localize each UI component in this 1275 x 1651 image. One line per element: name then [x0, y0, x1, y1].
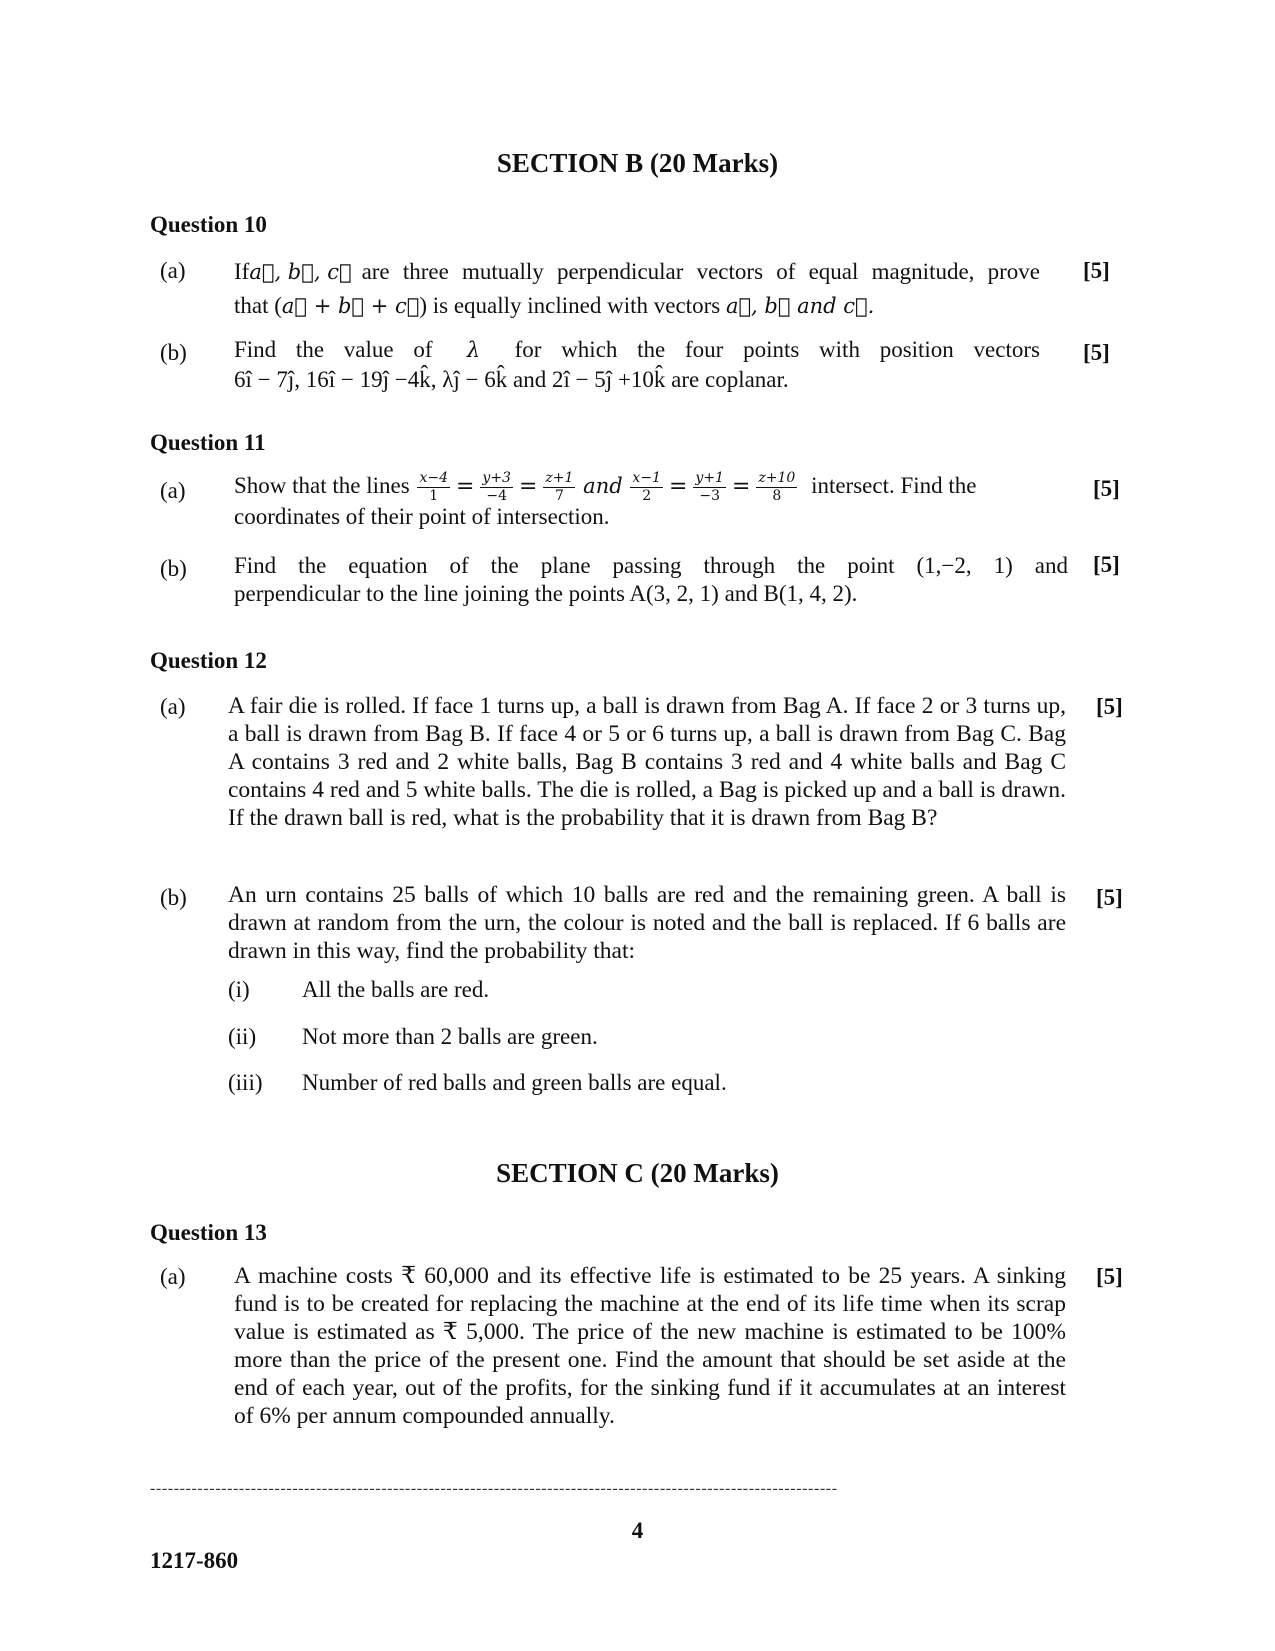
q13-a-label: (a)	[160, 1264, 186, 1289]
question-11-title: Question 11	[150, 430, 266, 455]
q10-a-line2-mid: ) is equally inclined with vectors	[419, 293, 721, 318]
q10-a-line1-rest: are three mutually perpendicular vectors of equal magnitude, prove	[361, 259, 1040, 284]
question-10-title: Question 10	[150, 212, 267, 237]
q12-b-sub-3-label: (iii)	[228, 1070, 263, 1095]
q10-b-lambda: λ	[466, 338, 481, 362]
q10-b-marks: [5]	[1083, 340, 1110, 365]
q11-a-marks: [5]	[1093, 476, 1120, 501]
q13-a-marks: [5]	[1096, 1264, 1123, 1289]
question-13-title: Question 13	[150, 1220, 267, 1245]
q10-a-if: If	[234, 259, 250, 284]
q12-b-sub-1-label: (i)	[228, 977, 250, 1002]
q11-a-tail: intersect. Find the	[811, 472, 977, 498]
q12-b-sub-3-text: Number of red balls and green balls are equal.	[302, 1070, 727, 1095]
q11-a-text: Show that the lines $\frac{x-4}{1}$ = $\frac{y+3}{-4}$ = $\frac{z+1}{7}$ and $\frac{x-1}{2}$ = $\frac{y+1}{-3}$ = $\frac{z+10}{8}$ intersect. Find the coordinates of their point of intersection.	[234, 470, 1044, 531]
q11-a-frac-2: $\frac{y+3}{-4}$	[482, 470, 511, 504]
q10-b-line1-a: Find the value of	[234, 337, 433, 362]
q10-a-vectors: a⃗, b⃗, c⃗	[249, 260, 352, 284]
q12-a-label: (a)	[160, 694, 186, 719]
q11-a-line2: coordinates of their point of intersection.	[234, 504, 610, 529]
q11-a-and: and	[583, 473, 623, 498]
q12-a-text: A fair die is rolled. If face 1 turns up, a ball is drawn from Bag A. If face 2 or 3 turns up, a ball is drawn from Bag B. If face 4 or 5 or 6 turns up, a ball is drawn from Bag C. Bag A contains 3 red and 2 white balls, Bag B contains 3 red and 4 white balls and Bag C contains 4 red and 5 white balls. The die is rolled, a Bag is picked up and a ball is drawn. If the drawn ball is red, what is the probability that it is drawn from Bag B?	[228, 693, 1066, 831]
q10-b-label: (b)	[160, 340, 187, 365]
q10-b-line2: 6î − 7ĵ, 16î − 19ĵ −4k̂, λĵ − 6k̂ and 2î − 5ĵ +10k̂ are coplanar.	[234, 367, 789, 392]
q11-a-frac-4: $\frac{x-1}{2}$	[632, 470, 661, 504]
q10-a-text	[234, 258, 1040, 320]
q10-a-label: (a)	[160, 258, 186, 283]
q11-a-frac-5: $\frac{y+1}{-3}$	[695, 470, 724, 504]
q12-a-marks: [5]	[1096, 694, 1123, 719]
q10-a-line2-start: that (	[234, 293, 282, 318]
q10-a-sum: a⃗ + b⃗ + c⃗	[281, 294, 420, 318]
q11-a-lead: Show that the lines	[234, 472, 410, 498]
page-number: 4	[631, 1518, 644, 1543]
q10-b-text	[234, 336, 1040, 394]
q11-b-marks: [5]	[1093, 552, 1120, 577]
q11-b-label: (b)	[160, 556, 187, 581]
section-b-title: SECTION B (20 Marks)	[496, 148, 779, 178]
q10-a-line2-end: a⃗, b⃗ and c⃗.	[725, 294, 875, 318]
q12-b-sub-2-label: (ii)	[228, 1024, 257, 1049]
q12-b-text: An urn contains 25 balls of which 10 balls are red and the remaining green. A ball is drawn at random from the urn, the colour is noted and the ball is replaced. If 6 balls are drawn in this way, find the probability that:	[228, 882, 1066, 964]
q10-b-line1-b: for which the four points with position vectors	[514, 337, 1040, 362]
q11-a-frac-6: $\frac{z+10}{8}$	[758, 470, 796, 504]
q13-a-text: A machine costs ₹ 60,000 and its effective life is estimated to be 25 years. A sinking fund is to be created for replacing the machine at the end of its life time when its scrap value is estimated as ₹ 5,000. The price of the new machine is estimated to be 100% more than the price of the present one. Find the amount that should be set aside at the end of each year, out of the profits, for the sinking fund if it accumulates at an interest of 6% per annum compounded annually.	[234, 1263, 1066, 1429]
exam-page: SECTION B (20 Marks) Question 10 (a) If a⃗, b⃗, c⃗ are three mutually perpendicular vectors of equal magnitude, prove that (a⃗ + b⃗ + c⃗) is equally inclined with vectors a⃗, b⃗ and c⃗. [5] (b) Find the value of λ for which the four points with position vectors 6î − 7ĵ, 16î − 19ĵ −4k̂, λĵ − 6k̂ and 2î − 5ĵ +10k̂ are coplanar. [5] Question 11 (a) Show that the lines $\frac{x-4}{1}$ = $\frac{y+3}{-4}$ = $\frac{z+1}{7}$ and $\frac{x-1}{2}$ = $\frac{y+1}{-3}$ = $\frac{z+10}{8}$ intersect. Find the coordinates of their point of intersection. [5] (b) Find the equation of the plane passing through the point (1,−2, 1) and perpendicular to the line joining the points A(3, 2, 1) and B(1, 4, 2). [5] Question 12 (a) A fair die is rolled. If face 1 turns up, a ball is drawn from Bag A. If face 2 or 3 turns up, a ball is drawn from Bag B. If face 4 or 5 or 6 turns up, a ball is drawn from Bag C. Bag A contains 3 red and 2 white balls, Bag B contains 3 red and 4 white balls and Bag C contains 4 red and 5 white balls. The die is rolled, a Bag is picked up and a ball is drawn. If the drawn ball is red, what is the probability that it is drawn from Bag B? [5] (b) An urn contains 25 balls of which 10 balls are red and the remaining green. A ball is drawn at random from the urn, the colour is noted and the ball is replaced. If 6 balls are drawn in this way, find the probability that: [5] (i) All the balls are red. (ii) Not more than 2 balls are green. (iii) Number of red balls and green balls are equal. SECTION C (20 Marks) Question 13 (a) A machine costs ₹ 60,000 and its effective life is estimated to be 25 years. A sinking fund is to be created for replacing the machine at the end of its life time when its scrap value is estimated as ₹ 5,000. The price of the new machine is estimated to be 100% more than the price of the present one. Find the amount that should be set aside at the end of each year, out of the profits, for the sinking fund if it accumulates at an interest of 6% per annum compounded annually. [5] -------------------------------------------------------------------------------------------------------------------- 4 1217-860	[0, 0, 1275, 1651]
paper-code: 1217-860	[150, 1548, 239, 1573]
q12-b-sub-2-text: Not more than 2 balls are green.	[302, 1024, 598, 1049]
q11-a-frac-1: $\frac{x-4}{1}$	[419, 470, 448, 504]
q12-b-marks: [5]	[1096, 885, 1123, 910]
q11-a-frac-3: $\frac{z+1}{7}$	[545, 470, 574, 504]
q11-a-label: (a)	[160, 478, 186, 503]
q11-b-line2: perpendicular to the line joining the points A(3, 2, 1) and B(1, 4, 2).	[234, 581, 858, 606]
q11-b-line1: Find the equation of the plane passing through the point (1,−2, 1) and	[234, 553, 1068, 578]
q12-b-label: (b)	[160, 885, 187, 910]
q10-a-marks: [5]	[1083, 258, 1110, 283]
section-c-title: SECTION C (20 Marks)	[496, 1158, 779, 1188]
q11-b-text	[234, 552, 1068, 608]
q12-b-sub-1-text: All the balls are red.	[302, 977, 490, 1002]
question-12-title: Question 12	[150, 648, 267, 673]
